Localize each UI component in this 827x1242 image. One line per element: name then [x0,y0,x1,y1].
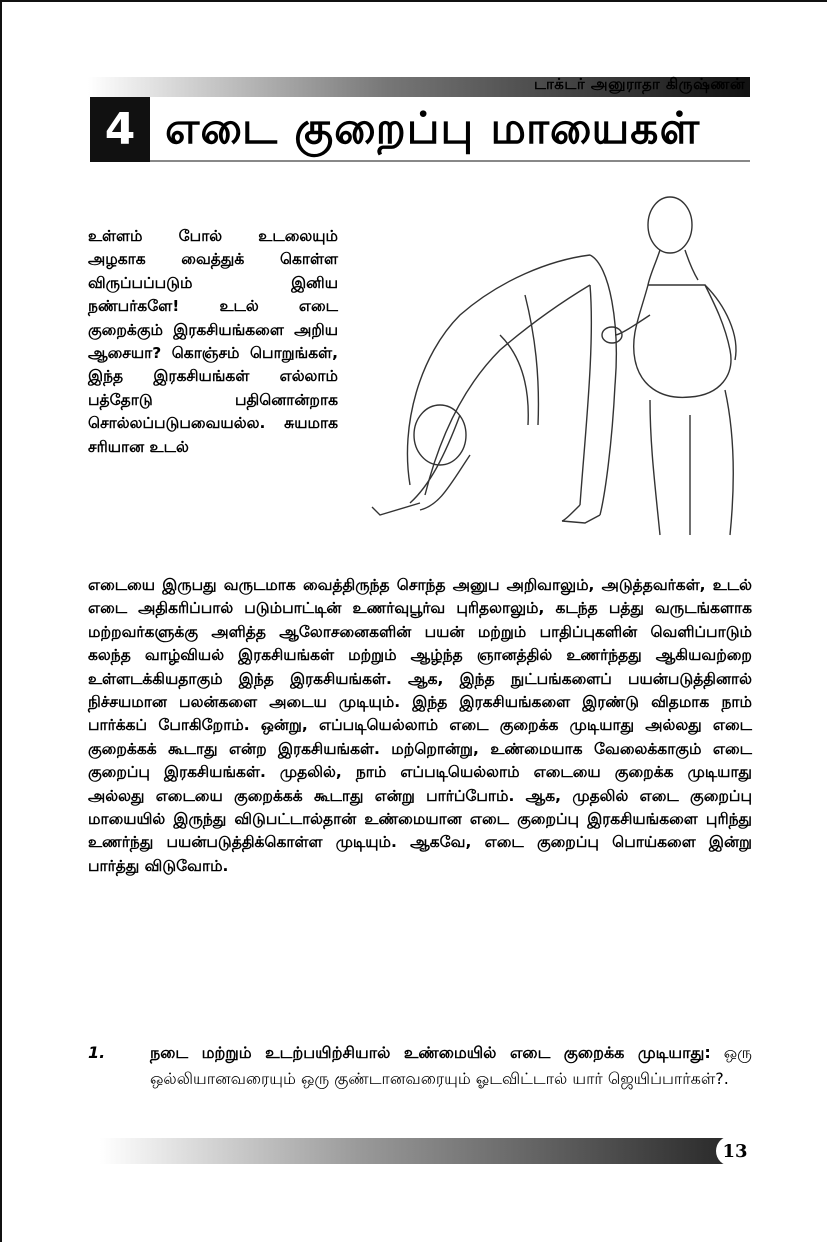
chapter-underline [150,160,750,162]
exercise-illustration [350,185,750,555]
body-paragraph: எடையை இருபது வருடமாக வைத்திருந்த சொந்த அனுப அறிவாலும், அடுத்தவர்கள், உடல் எடை அதிகரிப்பால் படும்பாட்டின் உணர்வுபூர்வ புரிதலாலும், கடந்த பத்து வருடங்களாக மற்றவர்களுக்கு அளித்த ஆலோசனைகளின் பயன் மற்றும் பாதிப்புகளின் வெளிப்பாடும் கலந்த வாழ்வியல் இரகசியங்கள் மற்றும் ஆழ்ந்த ஞானத்தில் உணர்ந்தது ஆகியவற்றை உள்ளடக்கியதாகும் இந்த இரகசியங்கள். ஆக, இந்த நுட்பங்களைப் பயன்படுத்தினால் நிச்சயமான பலன்களை அடைய முடியும். இந்த இரகசியங்களை இரண்டு விதமாக நாம் பார்க்கப் போகிறோம். ஒன்று, எப்படியெல்லாம் எடை குறைக்க முடியாது அல்லது எடை குறைக்கக் கூடாது என்ற இரகசியங்கள். மற்றொன்று, உண்மையாக வேலைக்காகும் எடை குறைப்பு இரகசியங்கள். முதலில், நாம் எப்படியெல்லாம் எடையை குறைக்க முடியாது அல்லது எடையை குறைக்கக் கூடாது என்று பார்ப்போம். ஆக, முதலில் எடை குறைப்பு மாயையில் இருந்து விடுபட்டால்தான் உண்மையான எடை குறைப்பு இரகசியங்களை புரிந்து உணர்ந்து பயன்படுத்திக்கொள்ள முடியும். ஆகவே, எடை குறைப்பு பொய்களை இன்று பார்த்து விடுவோம். [88,576,752,875]
page-number: 13 [716,1136,754,1166]
list-item-heading: நடை மற்றும் உடற்பயிற்சியால் உண்மையில் எடை குறைக்க முடியாது: [150,1043,711,1062]
list-item-text: ஒரு ஒல்லியானவரையும் ஒரு குண்டானவரையும் ஓடவிட்டால் யார் ஜெயிப்பார்கள்?. [150,1043,752,1088]
chapter-title: எடை குறைப்பு மாயைகள் [165,103,701,154]
list-item-number: 1. [88,1043,106,1062]
intro-paragraph: உள்ளம் போல் உடலையும் அழகாக வைத்துக் கொள்ள விருப்பப்படும் இனிய நண்பர்களே! உடல் எடை குறைக்கும் இரகசியங்களை அறிய ஆசையா? கொஞ்சம் பொறுங்கள், இந்த இரகசியங்கள் எல்லாம் பத்தோடு பதினொன்றாக சொல்லப்படுபவையல்ல. சுயமாக சரியான உடல் [88,227,338,456]
list-item-body [150,1040,752,1092]
footer-gradient-bar [100,1138,752,1164]
list-item [88,1040,752,1092]
author-name: டாக்டர் அனுராதா கிருஷ்ணன் [534,75,745,93]
chapter-number: 4 [90,97,150,162]
